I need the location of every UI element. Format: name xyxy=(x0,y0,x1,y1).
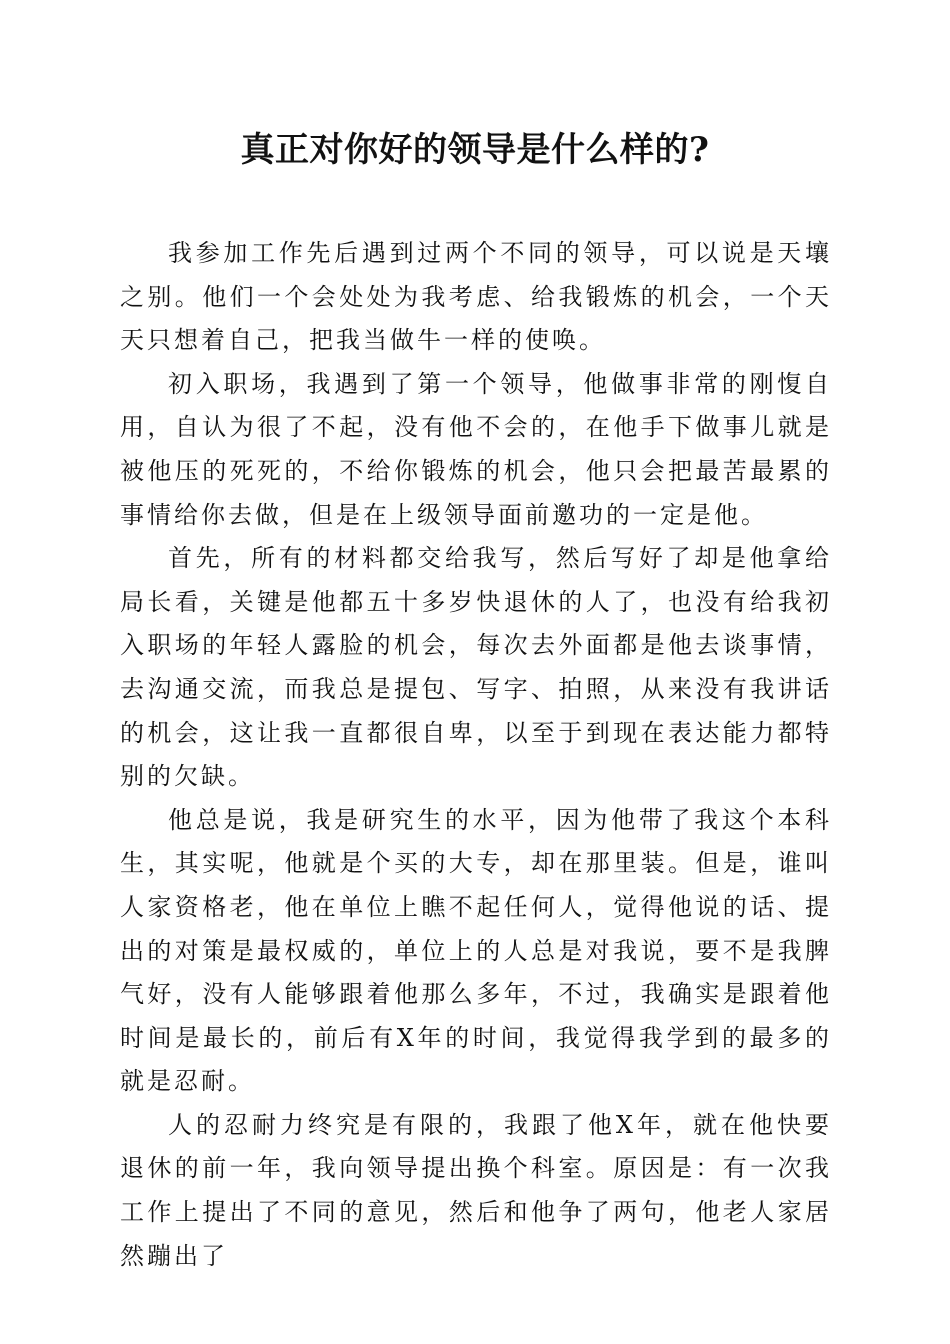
page-title: 真正对你好的领导是什么样的? xyxy=(240,130,710,170)
paragraph-1: 我参加工作先后遇到过两个不同的领导，可以说是天壤之别。他们一个会处处为我考虑、给我锻炼的机会，一个天天只想着自己，把我当做牛一样的使唤。 xyxy=(120,239,832,355)
paragraph-2: 初入职场，我遇到了第一个领导，他做事非常的刚愎自用，自认为很了不起，没有他不会的，在他手下做事儿就是被他压的死死的，不给你锻炼的机会，他只会把最苦最累的事情给你去做，但是在上级领导面前邀功的一定是他。 xyxy=(120,369,832,529)
paragraph-4: 他总是说，我是研究生的水平，因为他带了我这个本科生，其实呢，他就是个买的大专，却在那里装。但是，谁叫人家资格老，他在单位上瞧不起任何人，觉得他说的话、提出的对策是最权威的，单位上的人总是对我说，要不是我脾气好，没有人能够跟着他那么多年，不过，我确实是跟着他时间是最长的，前后有X年的时间，我觉得我学到的最多的就是忍耐。 xyxy=(120,805,832,1096)
paragraph-3: 首先，所有的材料都交给我写，然后写好了却是他拿给局长看，关键是他都五十多岁快退休的人了，也没有给我初入职场的年轻人露脸的机会，每次去外面都是他去谈事情，去沟通交流，而我总是提包、写字、拍照，从来没有我讲话的机会，这让我一直都很自卑，以至于到现在表达能力都特别的欠缺。 xyxy=(120,544,832,791)
paragraph-5: 人的忍耐力终究是有限的，我跟了他X年，就在他快要退休的前一年，我向领导提出换个科室。原因是：有一次我工作上提出了不同的意见，然后和他争了两句，他老人家居然蹦出了 xyxy=(120,1110,832,1270)
article-body xyxy=(120,232,832,1278)
